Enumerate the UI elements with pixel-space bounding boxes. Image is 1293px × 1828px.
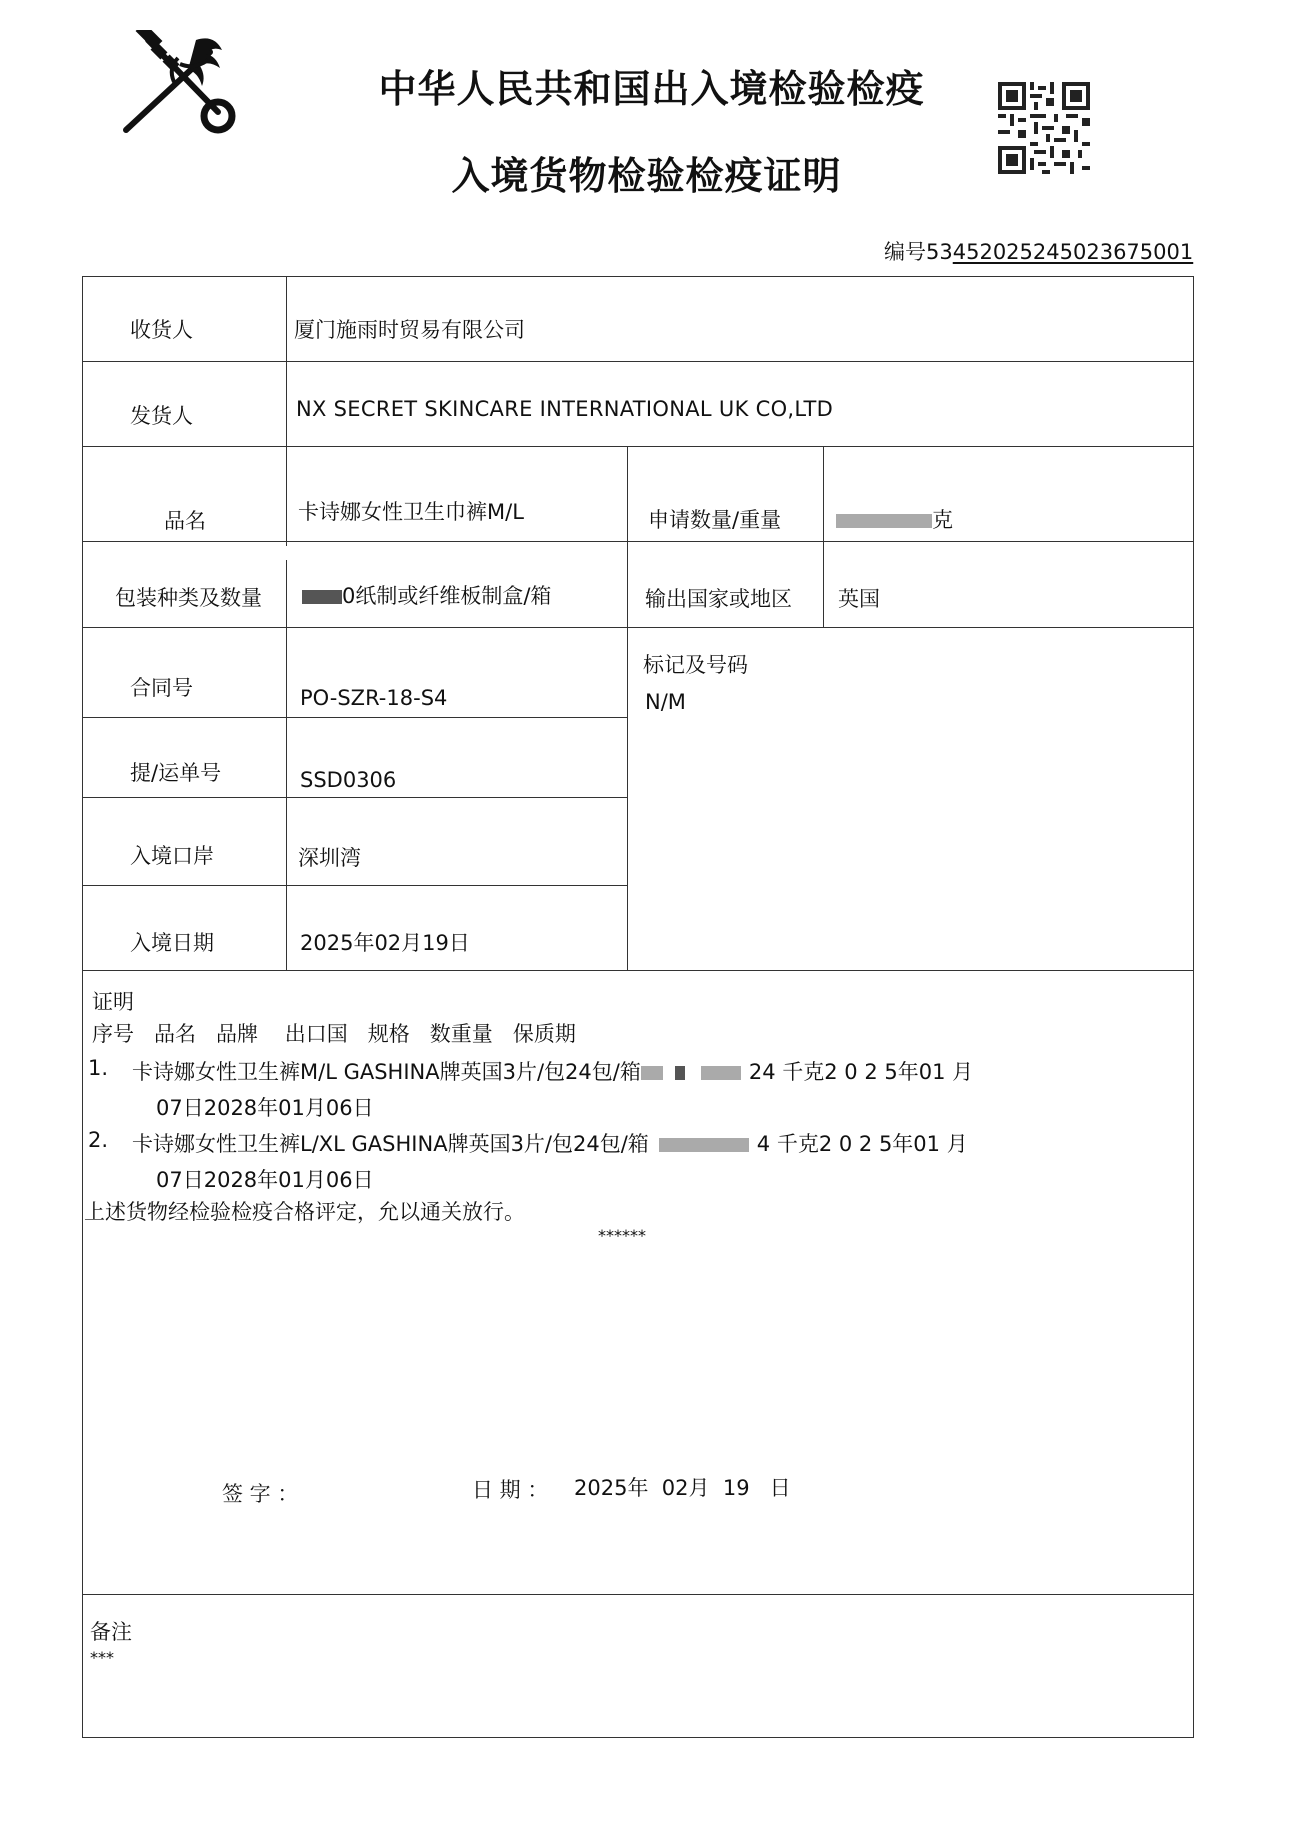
- redacted-block: [675, 1066, 685, 1080]
- bill-label: 提/运单号: [130, 761, 222, 785]
- country-label: 输出国家或地区: [645, 587, 792, 611]
- packing-label: 包装种类及数量: [115, 586, 262, 610]
- remarks-label: 备注: [90, 1620, 132, 1644]
- entry-date-label: 入境日期: [130, 931, 214, 955]
- qr-code-icon: [998, 82, 1090, 174]
- row-divider: [82, 970, 1194, 971]
- consignee-value: 厦门施雨时贸易有限公司: [294, 318, 525, 342]
- packing-value: 0纸制或纤维板制盒/箱: [302, 580, 551, 610]
- row-divider: [82, 361, 1194, 362]
- row-divider: [82, 885, 627, 886]
- entry-date-value: 2025年02月19日: [300, 931, 470, 955]
- row-divider: [82, 797, 627, 798]
- serial-value: 452025245023675001: [952, 240, 1194, 264]
- certificate-heading: 证明: [92, 990, 134, 1014]
- consignor-value: NX SECRET SKINCARE INTERNATIONAL UK CO,LTD: [296, 397, 834, 421]
- consignor-label: 发货人: [130, 404, 193, 428]
- document-subtitle: 入境货物检验检疫证明: [451, 154, 842, 198]
- redacted-block: [641, 1066, 663, 1080]
- item-number: 1.: [88, 1056, 109, 1080]
- end-stars: ******: [598, 1226, 646, 1245]
- marks-label: 标记及号码: [643, 653, 748, 677]
- certificate-columns: 序号 品名 品牌 出口国 规格 数重量 保质期: [92, 1022, 576, 1046]
- redacted-block: [302, 590, 342, 604]
- marks-value: N/M: [645, 690, 686, 714]
- column-divider: [823, 446, 824, 627]
- row-divider: [82, 717, 627, 718]
- redacted-block: [701, 1066, 741, 1080]
- conclusion-text: 上述货物经检验检疫合格评定，允以通关放行。: [84, 1200, 525, 1224]
- sign-date-value: 2025年 02月 19 日: [574, 1476, 791, 1500]
- contract-label: 合同号: [130, 676, 193, 700]
- row-divider: [82, 541, 1194, 542]
- consignee-label: 收货人: [130, 318, 193, 342]
- redacted-block: [836, 514, 932, 528]
- product-label: 品名: [164, 509, 206, 533]
- quantity-label: 申请数量/重量: [648, 508, 782, 532]
- remarks-value: ***: [90, 1648, 114, 1667]
- port-label: 入境口岸: [130, 844, 214, 868]
- column-divider: [286, 560, 287, 970]
- row-divider: [82, 1594, 1194, 1595]
- item-line-continued: 07日2028年01月06日: [156, 1168, 374, 1192]
- document-title: 中华人民共和国出入境检验检疫: [378, 67, 925, 111]
- column-divider: [627, 446, 628, 970]
- port-value: 深圳湾: [298, 846, 361, 870]
- item-line: 卡诗娜女性卫生裤M/L GASHINA牌英国3片/包24包/箱 24 千克2 0 2 5年01 月: [132, 1060, 974, 1084]
- redacted-block: [659, 1138, 749, 1152]
- signature-label: 签 字 ：: [222, 1482, 299, 1506]
- quantity-value: 克: [836, 504, 953, 534]
- item-line: 卡诗娜女性卫生裤L/XL GASHINA牌英国3片/包24包/箱 4 千克2 0 2 5年01 月: [132, 1132, 968, 1156]
- column-divider: [286, 276, 287, 546]
- item-number: 2.: [88, 1128, 109, 1152]
- bill-value: SSD0306: [300, 768, 397, 792]
- serial-number: [884, 236, 1193, 266]
- serial-label: 编号53: [884, 240, 953, 264]
- product-value: 卡诗娜女性卫生巾裤M/L: [298, 500, 524, 524]
- country-value: 英国: [838, 587, 880, 611]
- sign-date-label: 日 期 ：: [472, 1478, 549, 1502]
- row-divider: [82, 627, 1194, 628]
- certificate-table: [82, 276, 1194, 1738]
- row-divider: [82, 446, 1194, 447]
- item-line-continued: 07日2028年01月06日: [156, 1096, 374, 1120]
- contract-value: PO-SZR-18-S4: [300, 686, 448, 710]
